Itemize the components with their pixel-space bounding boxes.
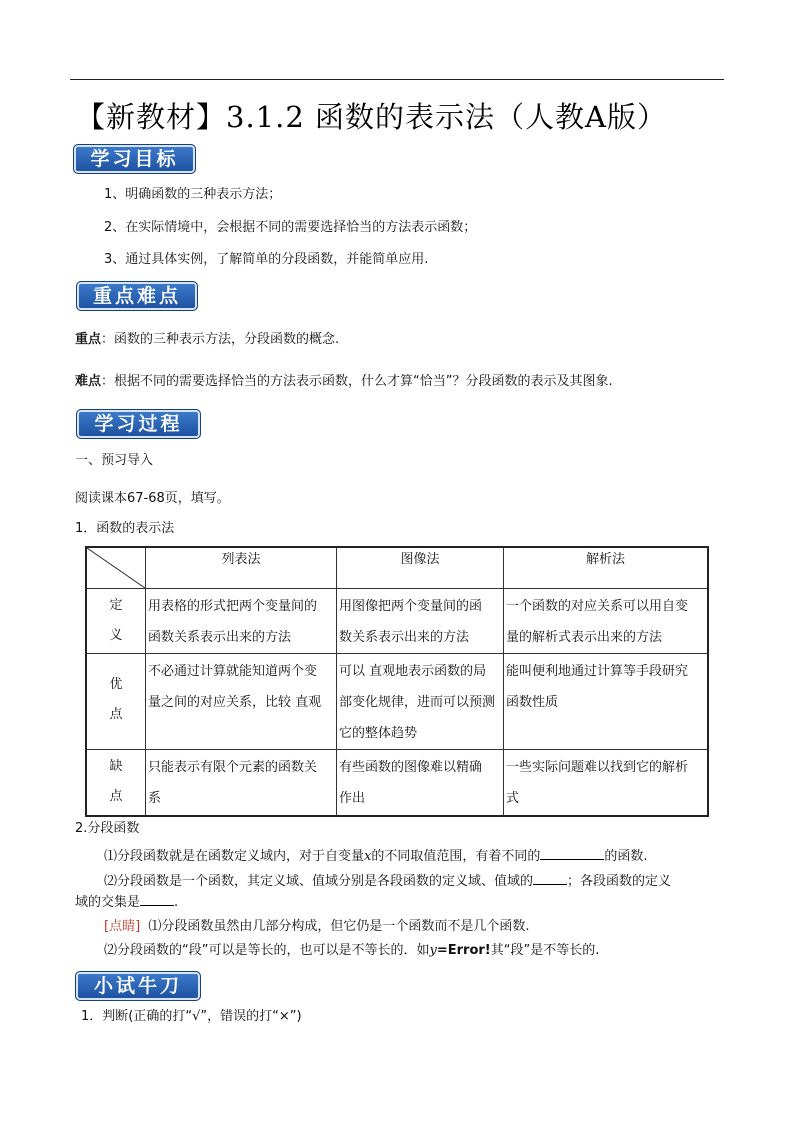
practice-question: 1．判断(正确的打“√”，错误的打“×”) — [81, 1009, 302, 1024]
table-cell: 能叫便利地通过计算等手段研究 函数性质 — [504, 654, 709, 750]
table-header: 列表法 — [146, 547, 337, 589]
section-badge-process: 学习过程 — [76, 409, 201, 439]
fill-blank[interactable] — [140, 892, 174, 906]
reading-instruction: 阅读课本67-68页，填写。 — [75, 491, 230, 506]
part-heading: 一、预习导入 — [75, 453, 154, 468]
key-label: 重点 — [75, 332, 102, 347]
goal-item: 2、在实际情境中，会根据不同的需要选择恰当的方法表示函数； — [104, 220, 477, 235]
difficult-text: ：根据不同的需要选择恰当的方法表示函数，什么才算“恰当”？分段函数的表示及其图象. — [101, 374, 613, 389]
row-label: 定 义 — [86, 589, 146, 654]
fill-blank[interactable] — [540, 846, 604, 860]
table-row-definition — [86, 589, 708, 654]
function-representation-table — [85, 546, 709, 817]
difficult-label: 难点 — [75, 374, 102, 389]
table-header: 图像法 — [337, 547, 504, 589]
tip-line-1: [点睛] ⑴分段函数虽然由几部分构成，但它仍是一个函数而不是几个函数. — [104, 919, 530, 934]
tip-line-2: ⑵分段函数的“段”可以是等长的，也可以是不等长的．如y=Error!其“段”是不等长的. — [104, 943, 600, 958]
table-row-advantages — [86, 654, 708, 750]
diagonal-line — [87, 548, 145, 588]
item-heading: 1．函数的表示法 — [75, 521, 175, 536]
row-label: 缺 点 — [86, 750, 146, 816]
piecewise-paragraph-2: ⑵分段函数是一个函数，其定义域、值域分别是各段函数的定义域、值域的 ；各段函数的定义 — [104, 871, 671, 891]
fill-blank[interactable] — [533, 871, 567, 885]
header-rule — [70, 79, 724, 80]
key-text: ：函数的三种表示方法，分段函数的概念. — [101, 332, 340, 347]
goal-item: 3、通过具体实例，了解简单的分段函数，并能简单应用. — [104, 252, 429, 267]
section-badge-goals: 学习目标 — [73, 144, 196, 174]
table-cell: 只能表示有限个元素的函数关 系 — [146, 750, 337, 816]
item-heading: 2.分段函数 — [75, 821, 140, 836]
key-point-line — [75, 331, 339, 349]
table-cell: 用表格的形式把两个变量间的 函数关系表示出来的方法 — [146, 589, 337, 654]
section-badge-practice: 小试牛刀 — [75, 971, 201, 1001]
piecewise-paragraph-2-cont: 域的交集是 . — [75, 892, 178, 912]
page-title: 【新教材】3.1.2 函数的表示法（人教A版） — [76, 100, 667, 134]
goal-item: 1、明确函数的三种表示方法； — [104, 187, 282, 202]
table-header: 解析法 — [504, 547, 709, 589]
section-badge-keypoints: 重点难点 — [76, 281, 198, 311]
row-label: 优 点 — [86, 654, 146, 750]
table-cell: 有些函数的图像难以精确 作出 — [337, 750, 504, 816]
table-row-disadvantages — [86, 750, 708, 816]
table-cell: 一些实际问题难以找到它的解析 式 — [504, 750, 709, 816]
table-cell: 用图像把两个变量间的函 数关系表示出来的方法 — [337, 589, 504, 654]
table-cell: 可以 直观地表示函数的局 部变化规律，进而可以预测 它的整体趋势 — [337, 654, 504, 750]
table-cell: 一个函数的对应关系可以用自变 量的解析式表示出来的方法 — [504, 589, 709, 654]
difficult-point-line — [75, 373, 613, 391]
piecewise-paragraph-1: ⑴分段函数就是在函数定义域内，对于自变量x的不同取值范围，有着不同的 的函数. — [104, 846, 648, 866]
tip-label: [点睛] — [104, 919, 141, 934]
table-corner-diagonal — [86, 547, 146, 589]
table-cell: 不必通过计算就能知道两个变 量之间的对应关系，比较 直观 — [146, 654, 337, 750]
